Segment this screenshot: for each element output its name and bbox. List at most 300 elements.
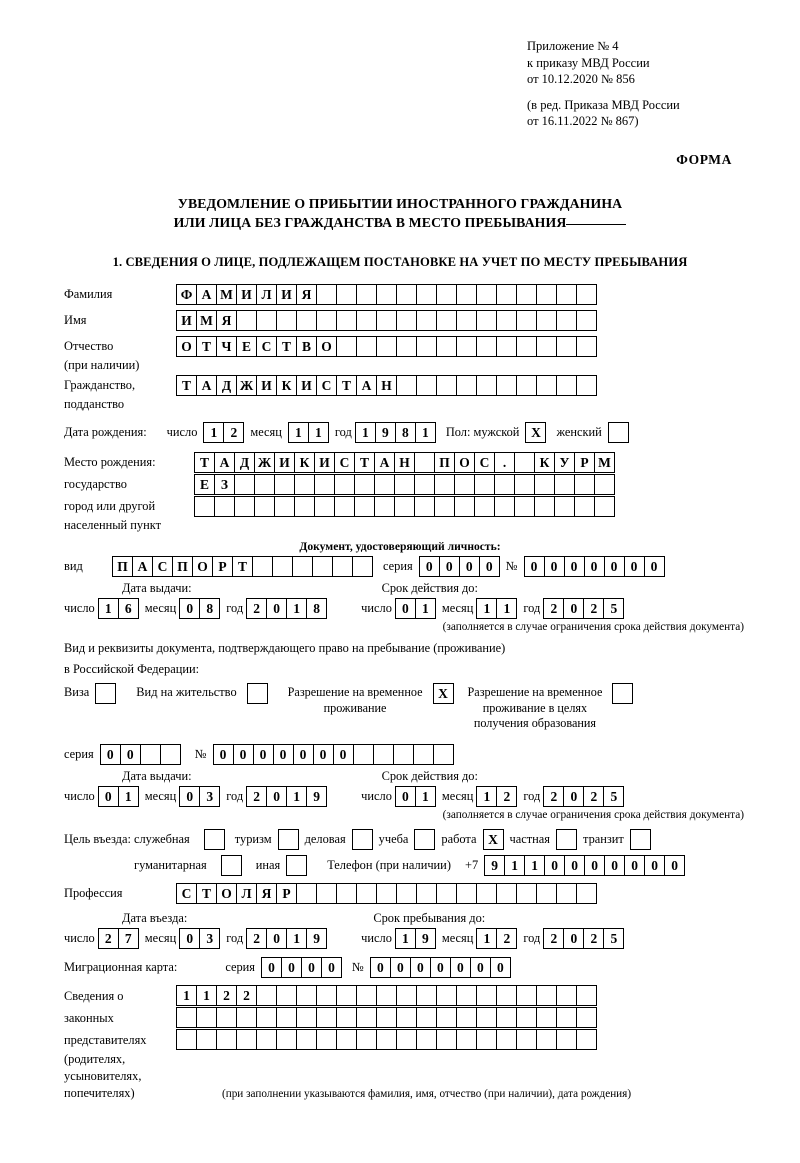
cell[interactable] <box>216 1007 237 1028</box>
cell[interactable] <box>274 474 295 495</box>
cell[interactable]: 0 <box>179 928 200 949</box>
edu-residence-checkbox[interactable] <box>612 683 633 704</box>
cell[interactable]: 9 <box>375 422 396 443</box>
doc-issue-year-input[interactable] <box>246 598 327 619</box>
cell[interactable] <box>514 474 535 495</box>
cell[interactable] <box>254 496 275 517</box>
cell[interactable] <box>516 284 537 305</box>
cell[interactable] <box>278 829 299 850</box>
cell[interactable] <box>516 985 537 1006</box>
cell[interactable]: О <box>316 336 337 357</box>
cell[interactable]: Л <box>236 883 257 904</box>
cell[interactable]: 1 <box>476 598 497 619</box>
cell[interactable]: 9 <box>306 928 327 949</box>
cell[interactable]: Р <box>574 452 595 473</box>
cell[interactable] <box>396 336 417 357</box>
cell[interactable]: 0 <box>470 957 491 978</box>
cell[interactable]: Н <box>394 452 415 473</box>
cell[interactable]: Т <box>354 452 375 473</box>
cell[interactable]: Ж <box>254 452 275 473</box>
entry-year-input[interactable] <box>246 928 327 949</box>
cell[interactable]: 1 <box>355 422 376 443</box>
cell[interactable]: 2 <box>98 928 119 949</box>
cell[interactable]: К <box>276 375 297 396</box>
cell[interactable]: 2 <box>216 985 237 1006</box>
cell[interactable] <box>456 1007 477 1028</box>
cell[interactable]: С <box>152 556 173 577</box>
cell[interactable]: 0 <box>281 957 302 978</box>
cell[interactable]: И <box>236 284 257 305</box>
doc-issue-month-input[interactable] <box>179 598 220 619</box>
cell[interactable] <box>436 1029 457 1050</box>
cell[interactable] <box>434 474 455 495</box>
legal-rep-input-row2[interactable] <box>176 1007 597 1028</box>
cell[interactable] <box>336 1029 357 1050</box>
cell[interactable] <box>576 336 597 357</box>
cell[interactable]: Т <box>336 375 357 396</box>
cell[interactable] <box>556 1007 577 1028</box>
cell[interactable]: 0 <box>644 556 665 577</box>
birthdate-month-input[interactable] <box>288 422 329 443</box>
cell[interactable] <box>476 336 497 357</box>
cell[interactable] <box>296 310 317 331</box>
cell[interactable]: 0 <box>644 855 665 876</box>
cell[interactable] <box>554 496 575 517</box>
cell[interactable]: А <box>196 375 217 396</box>
cell[interactable] <box>176 1007 197 1028</box>
cell[interactable] <box>454 496 475 517</box>
cell[interactable] <box>456 284 477 305</box>
cell[interactable]: У <box>554 452 575 473</box>
cell[interactable] <box>236 310 257 331</box>
entry-day-input[interactable] <box>98 928 139 949</box>
cell[interactable] <box>514 452 535 473</box>
cell[interactable]: Н <box>376 375 397 396</box>
cell[interactable]: 0 <box>273 744 294 765</box>
cell[interactable]: А <box>374 452 395 473</box>
doc-series-input[interactable] <box>419 556 500 577</box>
cell[interactable] <box>196 1029 217 1050</box>
cell[interactable]: 2 <box>236 985 257 1006</box>
visa-checkbox[interactable] <box>95 683 116 704</box>
cell[interactable] <box>536 1007 557 1028</box>
residence-permit-checkbox[interactable] <box>247 683 268 704</box>
cell[interactable] <box>494 496 515 517</box>
cell[interactable] <box>556 284 577 305</box>
cell[interactable] <box>436 336 457 357</box>
cell[interactable]: 0 <box>450 957 471 978</box>
cell[interactable]: 1 <box>176 985 197 1006</box>
cell[interactable] <box>276 1007 297 1028</box>
cell[interactable]: 2 <box>583 598 604 619</box>
cell[interactable]: 2 <box>543 598 564 619</box>
cell[interactable] <box>376 985 397 1006</box>
permit-valid-month-input[interactable] <box>476 786 517 807</box>
cell[interactable]: С <box>176 883 197 904</box>
cell[interactable]: 8 <box>306 598 327 619</box>
cell[interactable]: Ч <box>216 336 237 357</box>
cell[interactable]: 0 <box>564 855 585 876</box>
doc-valid-day-input[interactable] <box>395 598 436 619</box>
cell[interactable] <box>556 883 577 904</box>
permit-valid-year-input[interactable] <box>543 786 624 807</box>
cell[interactable] <box>352 556 373 577</box>
cell[interactable]: 0 <box>564 556 585 577</box>
cell[interactable] <box>413 744 434 765</box>
cell[interactable]: 2 <box>543 786 564 807</box>
cell[interactable]: И <box>296 375 317 396</box>
cell[interactable] <box>196 1007 217 1028</box>
cell[interactable] <box>236 1029 257 1050</box>
cell[interactable]: 0 <box>544 556 565 577</box>
cell[interactable] <box>393 744 414 765</box>
cell[interactable]: 0 <box>370 957 391 978</box>
cell[interactable]: 1 <box>496 598 517 619</box>
cell[interactable] <box>516 375 537 396</box>
cell[interactable] <box>316 1029 337 1050</box>
cell[interactable] <box>416 883 437 904</box>
cell[interactable]: Т <box>196 883 217 904</box>
cell[interactable] <box>576 1029 597 1050</box>
cell[interactable] <box>516 336 537 357</box>
cell[interactable]: 1 <box>308 422 329 443</box>
cell[interactable]: 0 <box>563 786 584 807</box>
cell[interactable]: Т <box>194 452 215 473</box>
cell[interactable]: 0 <box>120 744 141 765</box>
cell[interactable]: Т <box>176 375 197 396</box>
cell[interactable]: Л <box>256 284 277 305</box>
cell[interactable] <box>414 474 435 495</box>
cell[interactable] <box>296 1029 317 1050</box>
cell[interactable]: С <box>474 452 495 473</box>
cell[interactable] <box>221 855 242 876</box>
cell[interactable] <box>396 375 417 396</box>
cell[interactable] <box>433 744 454 765</box>
cell[interactable]: 0 <box>490 957 511 978</box>
migration-number-input[interactable] <box>370 957 511 978</box>
cell[interactable] <box>252 556 273 577</box>
cell[interactable] <box>354 496 375 517</box>
cell[interactable] <box>336 310 357 331</box>
cell[interactable] <box>436 883 457 904</box>
cell[interactable]: И <box>256 375 277 396</box>
cell[interactable] <box>496 375 517 396</box>
cell[interactable] <box>496 1007 517 1028</box>
cell[interactable]: 3 <box>199 928 220 949</box>
cell[interactable] <box>534 496 555 517</box>
cell[interactable]: 9 <box>484 855 505 876</box>
cell[interactable]: 0 <box>395 598 416 619</box>
cell[interactable]: 7 <box>118 928 139 949</box>
cell[interactable] <box>316 985 337 1006</box>
cell[interactable] <box>292 556 313 577</box>
cell[interactable] <box>536 1029 557 1050</box>
cell[interactable] <box>356 883 377 904</box>
purpose-tourism-checkbox[interactable] <box>278 829 299 850</box>
cell[interactable] <box>576 883 597 904</box>
cell[interactable] <box>496 284 517 305</box>
cell[interactable] <box>204 829 225 850</box>
cell[interactable] <box>95 683 116 704</box>
cell[interactable]: 2 <box>246 928 267 949</box>
cell[interactable]: Т <box>276 336 297 357</box>
phone-input[interactable] <box>484 855 685 876</box>
cell[interactable]: 2 <box>496 928 517 949</box>
cell[interactable]: 1 <box>415 786 436 807</box>
cell[interactable] <box>396 310 417 331</box>
cell[interactable] <box>416 310 437 331</box>
citizenship-input[interactable] <box>176 375 597 396</box>
legal-rep-input-row3[interactable] <box>176 1029 597 1050</box>
cell[interactable] <box>396 284 417 305</box>
cell[interactable] <box>336 985 357 1006</box>
entry-month-input[interactable] <box>179 928 220 949</box>
cell[interactable] <box>296 883 317 904</box>
cell[interactable] <box>312 556 333 577</box>
cell[interactable]: 2 <box>246 786 267 807</box>
purpose-humanitarian-checkbox[interactable] <box>221 855 242 876</box>
cell[interactable]: 0 <box>430 957 451 978</box>
cell[interactable]: О <box>454 452 475 473</box>
cell[interactable] <box>416 985 437 1006</box>
cell[interactable]: 0 <box>179 598 200 619</box>
cell[interactable]: 0 <box>253 744 274 765</box>
cell[interactable] <box>254 474 275 495</box>
migration-series-input[interactable] <box>261 957 342 978</box>
cell[interactable] <box>594 474 615 495</box>
cell[interactable]: К <box>534 452 555 473</box>
cell[interactable]: П <box>112 556 133 577</box>
cell[interactable]: К <box>294 452 315 473</box>
cell[interactable]: X <box>525 422 546 443</box>
cell[interactable] <box>160 744 181 765</box>
cell[interactable] <box>354 474 375 495</box>
cell[interactable] <box>436 284 457 305</box>
cell[interactable]: 0 <box>266 786 287 807</box>
cell[interactable]: 2 <box>223 422 244 443</box>
cell[interactable] <box>296 1007 317 1028</box>
cell[interactable]: 1 <box>196 985 217 1006</box>
cell[interactable] <box>576 375 597 396</box>
cell[interactable] <box>556 336 577 357</box>
cell[interactable] <box>256 310 277 331</box>
doc-kind-input[interactable] <box>112 556 373 577</box>
cell[interactable] <box>436 310 457 331</box>
cell[interactable]: 1 <box>286 786 307 807</box>
cell[interactable] <box>274 496 295 517</box>
cell[interactable]: М <box>196 310 217 331</box>
sex-female-checkbox[interactable] <box>608 422 629 443</box>
cell[interactable] <box>554 474 575 495</box>
cell[interactable]: 0 <box>524 556 545 577</box>
cell[interactable] <box>496 310 517 331</box>
cell[interactable]: 0 <box>301 957 322 978</box>
cell[interactable]: 0 <box>584 556 605 577</box>
cell[interactable] <box>496 336 517 357</box>
cell[interactable]: Я <box>296 284 317 305</box>
cell[interactable]: Ж <box>236 375 257 396</box>
cell[interactable] <box>374 496 395 517</box>
cell[interactable] <box>314 496 335 517</box>
cell[interactable]: 2 <box>496 786 517 807</box>
birthdate-year-input[interactable] <box>355 422 436 443</box>
cell[interactable]: Д <box>234 452 255 473</box>
cell[interactable] <box>394 496 415 517</box>
cell[interactable] <box>516 1029 537 1050</box>
cell[interactable] <box>396 883 417 904</box>
permit-valid-day-input[interactable] <box>395 786 436 807</box>
cell[interactable] <box>496 985 517 1006</box>
cell[interactable] <box>630 829 651 850</box>
cell[interactable] <box>456 310 477 331</box>
cell[interactable] <box>396 1029 417 1050</box>
cell[interactable]: 0 <box>624 556 645 577</box>
cell[interactable] <box>456 336 477 357</box>
cell[interactable] <box>276 310 297 331</box>
cell[interactable] <box>534 474 555 495</box>
cell[interactable] <box>396 985 417 1006</box>
cell[interactable]: 0 <box>266 928 287 949</box>
cell[interactable] <box>516 1007 537 1028</box>
cell[interactable] <box>356 985 377 1006</box>
cell[interactable] <box>214 496 235 517</box>
cell[interactable] <box>576 985 597 1006</box>
cell[interactable] <box>536 985 557 1006</box>
cell[interactable] <box>434 496 455 517</box>
cell[interactable] <box>476 1029 497 1050</box>
permit-issue-day-input[interactable] <box>98 786 139 807</box>
cell[interactable] <box>476 284 497 305</box>
cell[interactable] <box>234 496 255 517</box>
cell[interactable] <box>336 883 357 904</box>
sex-male-checkbox[interactable] <box>525 422 546 443</box>
cell[interactable] <box>556 829 577 850</box>
cell[interactable] <box>416 375 437 396</box>
cell[interactable] <box>140 744 161 765</box>
cell[interactable] <box>456 985 477 1006</box>
cell[interactable]: 8 <box>395 422 416 443</box>
cell[interactable]: 1 <box>415 422 436 443</box>
cell[interactable] <box>236 1007 257 1028</box>
cell[interactable]: 2 <box>246 598 267 619</box>
cell[interactable]: 0 <box>439 556 460 577</box>
cell[interactable] <box>194 496 215 517</box>
cell[interactable]: 0 <box>544 855 565 876</box>
cell[interactable] <box>516 310 537 331</box>
cell[interactable]: 0 <box>479 556 500 577</box>
cell[interactable]: П <box>434 452 455 473</box>
cell[interactable]: 5 <box>603 928 624 949</box>
cell[interactable]: 2 <box>583 928 604 949</box>
cell[interactable]: Я <box>216 310 237 331</box>
doc-valid-year-input[interactable] <box>543 598 624 619</box>
cell[interactable] <box>276 1029 297 1050</box>
cell[interactable] <box>454 474 475 495</box>
permit-number-input[interactable] <box>213 744 454 765</box>
cell[interactable]: 1 <box>118 786 139 807</box>
cell[interactable]: 0 <box>410 957 431 978</box>
cell[interactable]: Т <box>196 336 217 357</box>
cell[interactable]: 0 <box>390 957 411 978</box>
cell[interactable]: X <box>433 683 454 704</box>
cell[interactable]: Р <box>276 883 297 904</box>
cell[interactable] <box>294 474 315 495</box>
cell[interactable] <box>334 474 355 495</box>
name-input[interactable] <box>176 310 597 331</box>
cell[interactable]: 0 <box>563 598 584 619</box>
cell[interactable]: Д <box>216 375 237 396</box>
doc-valid-month-input[interactable] <box>476 598 517 619</box>
cell[interactable] <box>376 1029 397 1050</box>
cell[interactable] <box>356 1029 377 1050</box>
cell[interactable] <box>334 496 355 517</box>
cell[interactable] <box>376 284 397 305</box>
cell[interactable] <box>476 375 497 396</box>
cell[interactable] <box>336 284 357 305</box>
cell[interactable]: 2 <box>583 786 604 807</box>
cell[interactable]: З <box>214 474 235 495</box>
cell[interactable]: 0 <box>664 855 685 876</box>
cell[interactable]: 0 <box>98 786 119 807</box>
cell[interactable] <box>436 1007 457 1028</box>
cell[interactable] <box>286 855 307 876</box>
cell[interactable]: 0 <box>333 744 354 765</box>
cell[interactable] <box>556 310 577 331</box>
cell[interactable] <box>356 310 377 331</box>
cell[interactable]: 0 <box>419 556 440 577</box>
purpose-business-checkbox[interactable] <box>352 829 373 850</box>
cell[interactable] <box>272 556 293 577</box>
cell[interactable] <box>352 829 373 850</box>
legal-rep-input-row1[interactable] <box>176 985 597 1006</box>
cell[interactable] <box>576 284 597 305</box>
cell[interactable] <box>336 336 357 357</box>
cell[interactable]: 8 <box>199 598 220 619</box>
cell[interactable]: М <box>594 452 615 473</box>
cell[interactable]: С <box>316 375 337 396</box>
cell[interactable] <box>376 1007 397 1028</box>
cell[interactable] <box>316 883 337 904</box>
cell[interactable] <box>576 310 597 331</box>
cell[interactable]: Т <box>232 556 253 577</box>
cell[interactable]: О <box>192 556 213 577</box>
cell[interactable] <box>474 496 495 517</box>
cell[interactable] <box>416 336 437 357</box>
cell[interactable]: А <box>132 556 153 577</box>
cell[interactable]: И <box>274 452 295 473</box>
cell[interactable] <box>436 985 457 1006</box>
purpose-transit-checkbox[interactable] <box>630 829 651 850</box>
cell[interactable] <box>496 1029 517 1050</box>
cell[interactable]: 0 <box>604 556 625 577</box>
cell[interactable]: 3 <box>199 786 220 807</box>
purpose-other-checkbox[interactable] <box>286 855 307 876</box>
cell[interactable] <box>536 883 557 904</box>
cell[interactable] <box>456 883 477 904</box>
cell[interactable] <box>556 1029 577 1050</box>
cell[interactable] <box>516 883 537 904</box>
cell[interactable] <box>332 556 353 577</box>
cell[interactable]: 1 <box>415 598 436 619</box>
cell[interactable] <box>296 985 317 1006</box>
cell[interactable] <box>474 474 495 495</box>
cell[interactable]: 0 <box>584 855 605 876</box>
birthplace-input-row1[interactable] <box>194 452 615 473</box>
purpose-private-checkbox[interactable] <box>556 829 577 850</box>
birthdate-day-input[interactable] <box>203 422 244 443</box>
cell[interactable] <box>414 452 435 473</box>
cell[interactable]: А <box>356 375 377 396</box>
